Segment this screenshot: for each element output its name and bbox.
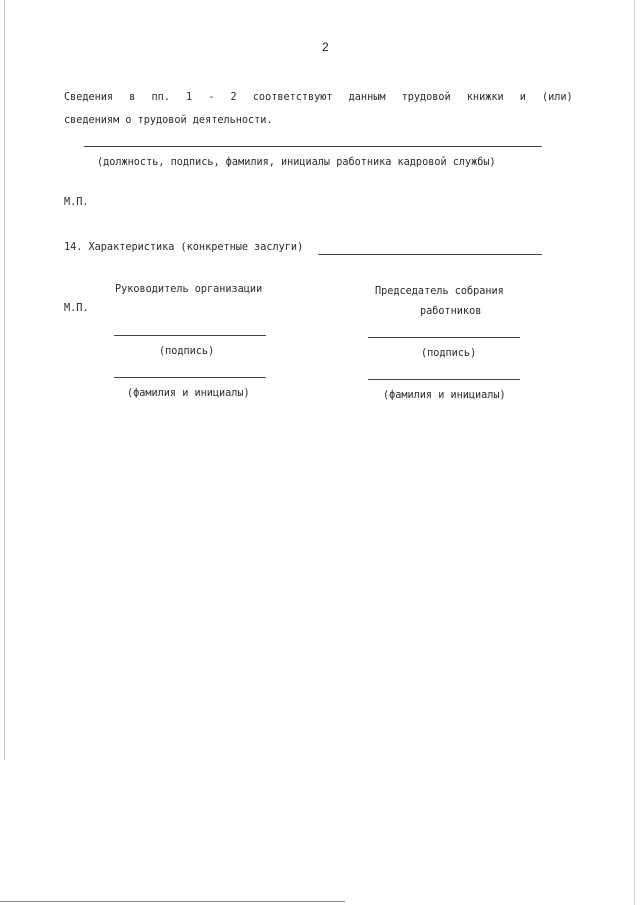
org-head-signature-line bbox=[114, 335, 266, 336]
page-edge-bottom bbox=[0, 901, 345, 902]
characteristic-label: 14. Характеристика (конкретные заслуги) bbox=[64, 242, 304, 253]
hr-signature-line bbox=[84, 146, 542, 147]
chairman-title-2: работников bbox=[420, 306, 482, 317]
stamp-place-1: М.П. bbox=[64, 197, 89, 208]
chairman-signature-caption: (подпись) bbox=[421, 348, 477, 359]
characteristic-line bbox=[318, 254, 542, 255]
chairman-signature-line bbox=[368, 337, 520, 338]
statement-line-2: сведениям о трудовой деятельности. bbox=[64, 115, 273, 126]
org-head-signature-caption: (подпись) bbox=[159, 346, 215, 357]
org-head-name-line bbox=[114, 377, 266, 378]
page-edge-right bbox=[634, 0, 635, 905]
hr-signature-caption: (должность, подпись, фамилия, инициалы работника кадровой службы) bbox=[97, 157, 496, 168]
chairman-title-1: Председатель собрания bbox=[375, 286, 504, 297]
page-number: 2 bbox=[322, 40, 329, 54]
statement-line-1: Сведения в пп. 1 - 2 соответствуют данным трудовой книжки и (или) bbox=[64, 92, 573, 103]
org-head-title: Руководитель организации bbox=[115, 284, 263, 295]
org-head-name-caption: (фамилия и инициалы) bbox=[127, 388, 250, 399]
chairman-name-caption: (фамилия и инициалы) bbox=[383, 390, 506, 401]
chairman-name-line bbox=[368, 379, 520, 380]
page-edge-left bbox=[4, 0, 5, 760]
stamp-place-2: М.П. bbox=[64, 303, 89, 314]
